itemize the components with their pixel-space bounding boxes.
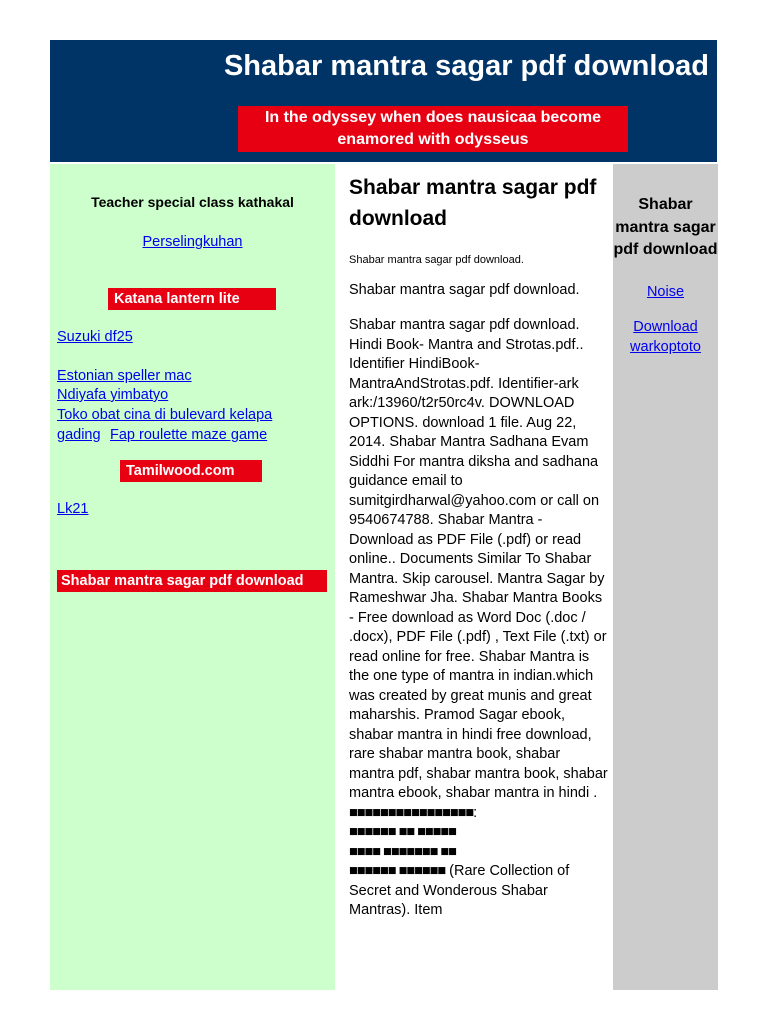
article-body-text: Shabar mantra sagar pdf download. Hindi Book- Mantra and Strotas.pdf.. Identifier HindiBook-MantraAndStrotas.pdf. Identifier-ark ark:/13960/t2r50rc4v. DOWNLOAD OPTIONS. download 1 file. Aug 22, 2014. Shabar Mantra Sadhana Evam Siddhi For mantra diksha and sadhana guidance email to sumitgirdharwal@yahoo.com or call on 9540674788. Shabar Mantra - Download as PDF File (.pdf) or read online.. Documents Similar To Shabar Mantra. Skip carousel. Mantra Sagar by Rameshwar Jha. Shabar Mantra Books - Free download as Word Doc (.doc / .docx), PDF File (.pdf) , Text File (.txt) or read online for free. Shabar Mantra is the one type of mantra in indian.which was created by great munis and great maharshis. Pramod Sagar ebook, shabar mantra in hindi free download, rare shabar mantra book, shabar mantra pdf, shabar mantra book, shabar mantra ebook, shabar mantra in hindi . xyxy=(349,317,608,801)
link-suzuki[interactable]: Suzuki df25 xyxy=(57,329,133,345)
red-label-katana: Katana lantern lite xyxy=(108,288,276,310)
main-content xyxy=(349,164,609,921)
left-heading: Teacher special class kathakal xyxy=(91,194,294,210)
right-sidebar xyxy=(613,164,718,990)
article-intro: Shabar mantra sagar pdf download. xyxy=(349,282,580,298)
link-download-warkoptoto[interactable]: Download warkoptoto xyxy=(630,319,701,355)
link-fap-roulette[interactable]: Fap roulette maze game xyxy=(110,427,268,443)
article-body xyxy=(349,316,609,921)
article-subtitle: Shabar mantra sagar pdf download. xyxy=(349,254,524,266)
link-toko-obat-cont[interactable]: gading xyxy=(57,427,101,443)
garbled-text-line: ■■■■■■■■■■■■■■■■: xyxy=(349,804,477,821)
article-tail: (Rare Collection of Secret and Wonderous Shabar Mantras). Item xyxy=(349,863,570,918)
link-perselingkuhan[interactable]: Perselingkuhan xyxy=(142,234,243,250)
header-banner: In the odyssey when does nausicaa become enamored with odysseus xyxy=(238,106,628,152)
header xyxy=(50,40,717,162)
garbled-text-line: ■■■■■■ ■■ ■■■■■ xyxy=(349,824,456,840)
article-title: Shabar mantra sagar pdf download xyxy=(349,176,597,230)
red-label-shabar: Shabar mantra sagar pdf download xyxy=(57,570,327,592)
site-title: Shabar mantra sagar pdf download xyxy=(223,50,709,82)
red-label-tamilwood: Tamilwood.com xyxy=(120,460,262,482)
link-noise[interactable]: Noise xyxy=(646,284,685,300)
link-ndiyafa[interactable]: Ndiyafa yimbatyo xyxy=(57,387,169,403)
left-sidebar xyxy=(50,164,335,990)
garbled-text-line: ■■■■ ■■■■■■■ ■■ xyxy=(349,843,456,860)
link-estonian-speller[interactable]: Estonian speller mac xyxy=(57,368,192,384)
link-toko-obat[interactable]: Toko obat cina di bulevard kelapa xyxy=(57,407,273,423)
garbled-text-line: ■■■■■■ ■■■■■■ xyxy=(349,863,446,879)
right-title: Shabar mantra sagar pdf download xyxy=(613,196,718,258)
link-lk21[interactable]: Lk21 xyxy=(57,501,89,517)
